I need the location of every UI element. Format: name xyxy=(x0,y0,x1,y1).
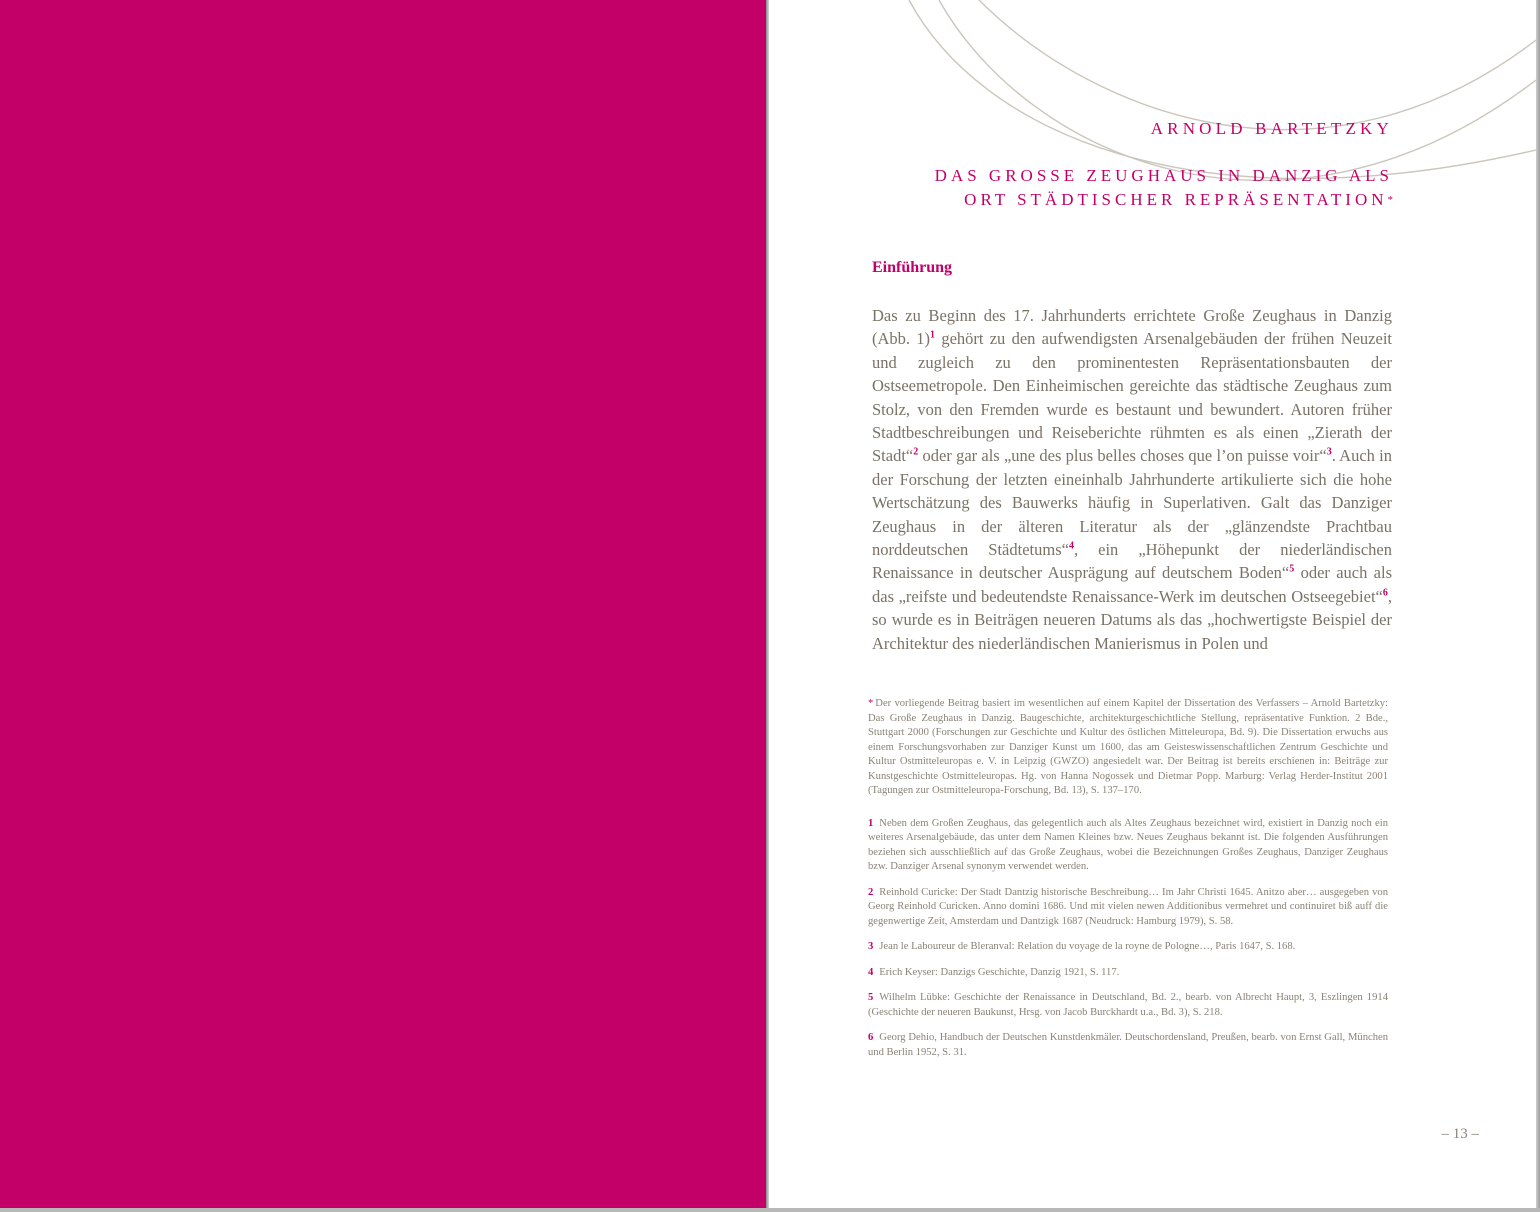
body-segment: Das zu Beginn des 17. Jahrhunderts errichtete Große Zeughaus in Danzig (Abb. 1) xyxy=(872,306,1392,349)
body-segment: oder gar als „une des plus belles choses que l’on puisse voir“ xyxy=(918,446,1327,466)
footnote-text: Neben dem Großen Zeughaus, das gelegentlich auch als Altes Zeughaus bezeichnet wird, existiert in Danzig noch ein weiteres Arsenalgebäude, das unter dem Namen Kleines bzw. Neues Zeughaus bekannt ist. Die folgenden Ausführungen beziehen sich ausschließlich auf das Große Zeughaus, wobei die Bezeichnungen Großes Zeughaus, Danziger Zeughaus bzw. Danziger Arsenal synonym verwendet werden. xyxy=(868,817,1388,872)
body-segment: gehört zu den aufwendigsten Arsenalgebäuden der frühen Neuzeit und zugleich zu den prominentesten Repräsentationsbauten der Ostseemetropole. Den Einheimischen gereichte das städtische Zeughaus zum Stolz, von den Fremden wurde es bestaunt und bewundert. Autoren früher Stadtbeschreibungen und Reiseberichte rühmten es als einen „Zierath der Stadt“ xyxy=(872,329,1392,466)
title-line-2: ORT STÄDTISCHER REPRÄSENTATION xyxy=(964,190,1388,209)
left-page-magenta xyxy=(0,0,766,1208)
author-name: ARNOLD BARTETZKY xyxy=(1150,119,1393,138)
title-footnote-mark: * xyxy=(1387,194,1393,206)
footnote-number: 3 xyxy=(868,941,874,952)
footnote-text: Jean le Laboureur de Bleranval: Relation du voyage de la royne de Pologne…, Paris 1647, S. 168. xyxy=(879,941,1296,952)
footnote-5 xyxy=(868,991,1388,1020)
right-page xyxy=(769,0,1536,1208)
footnote-text: Wilhelm Lübke: Geschichte der Renaissance in Deutschland, Bd. 2., bearb. von Albrecht Haupt, 3, Eszlingen 1914 (Geschichte der neueren Baukunst, Hrsg. von Jacob Burckhardt u.a., Bd. 3), S. 218. xyxy=(868,992,1388,1018)
body-segment: oder auch als das „reifste und bedeutendste Renaissance-Werk im deutschen Ostseegebiet“ xyxy=(872,563,1392,606)
footnote-star-mark: * xyxy=(868,698,874,709)
body-segment: , ein „Höhepunkt der niederländischen Renaissance in deutscher Ausprägung auf deutschem Boden“ xyxy=(872,540,1392,583)
footnote-ref[interactable]: 4 xyxy=(1068,540,1074,552)
page-number: – 13 – xyxy=(1441,1126,1479,1142)
footnotes xyxy=(868,697,1388,1071)
footnote-text: Der vorliegende Beitrag basiert im wesentlichen auf einem Kapitel der Dissertation des Verfassers – Arnold Bartetzky: Das Große Zeughaus in Danzig. Baugeschichte, architekturgeschichtliche Stellung, repräsentative Funktion. 2 Bde., Stuttgart 2000 (Forschungen zur Geschichte und Kultur des östlichen Mitteleuropa, Bd. 9). Die Dissertation erwuchs aus einem Forschungsvorhaben zur Danziger Kunst um 1600, das am Geisteswissenschaftlichen Zentrum Geschichte und Kultur Ostmitteleuropas e. V. in Leipzig (GWZO) angesiedelt war. Der Beitrag ist bereits erschienen in: Beiträge zur Kunstgeschichte Ostmitteleuropas. Hg. von Hanna Nogossek und Dietmar Popp. Marburg: Verlag Herder-Institut 2001 (Tagungen zur Ostmitteleuropa-Forschung, Bd. 13), S. 137–170. xyxy=(868,698,1388,796)
footnote-text: Georg Dehio, Handbuch der Deutschen Kunstdenkmäler. Deutschordensland, Preußen, bearb. von Ernst Gall, München und Berlin 1952, S. 31. xyxy=(868,1032,1388,1058)
page-edge xyxy=(1536,0,1540,1212)
footnote-1 xyxy=(868,817,1388,875)
footnote-ref[interactable]: 2 xyxy=(913,446,919,458)
footnote-number: 6 xyxy=(868,1032,874,1043)
section-heading: Einführung xyxy=(872,259,953,276)
article-title xyxy=(935,164,1393,212)
footnote-ref[interactable]: 5 xyxy=(1289,563,1295,575)
footnote-ref[interactable]: 3 xyxy=(1326,446,1332,458)
body-segment: , so wurde es in Beiträgen neueren Datums als das „hochwertigste Beispiel der Architektur des niederländischen Manierismus in Polen und xyxy=(872,586,1392,653)
footnote-number: 2 xyxy=(868,886,874,898)
footnote-2 xyxy=(868,886,1388,930)
footnote-number: 4 xyxy=(868,966,874,978)
footnote-4 xyxy=(868,966,1388,981)
footnote-ref[interactable]: 1 xyxy=(930,329,936,341)
footnote-number: 1 xyxy=(868,817,874,829)
title-line-1: DAS GROSSE ZEUGHAUS IN DANZIG ALS xyxy=(934,166,1393,185)
body-segment: . Auch in der Forschung der letzten eineinhalb Jahrhunderte artikulierte sich die hohe Wertschätzung des Bauwerks häufig in Superlativen. Galt das Danziger Zeughaus in der älteren Literatur als der „glänzendste Prachtbau norddeutschen Städtetums“ xyxy=(872,446,1392,560)
body-text xyxy=(872,304,1392,655)
page-bottom-edge xyxy=(0,1208,1540,1212)
footnote-6 xyxy=(868,1031,1388,1060)
footnote-ref[interactable]: 6 xyxy=(1382,587,1388,599)
footnote-text: Reinhold Curicke: Der Stadt Dantzig historische Beschreibung… Im Jahr Christi 1645. Anitzo aber… ausgegeben von Georg Reinhold Curicken. Anno domini 1686. Und mit vielen newen Additionibus vermehret und continuiret biß auff die gegenwertige Zeit, Amsterdam und Dantzigk 1687 (Neudruck: Hamburg 1979), S. 58. xyxy=(868,886,1388,927)
footnote-number: 5 xyxy=(868,992,874,1003)
footnote-text: Erich Keyser: Danzigs Geschichte, Danzig 1921, S. 117. xyxy=(879,966,1120,978)
decorative-arcs xyxy=(769,0,1536,300)
footnote-star xyxy=(868,697,1388,799)
footnote-3 xyxy=(868,940,1388,955)
